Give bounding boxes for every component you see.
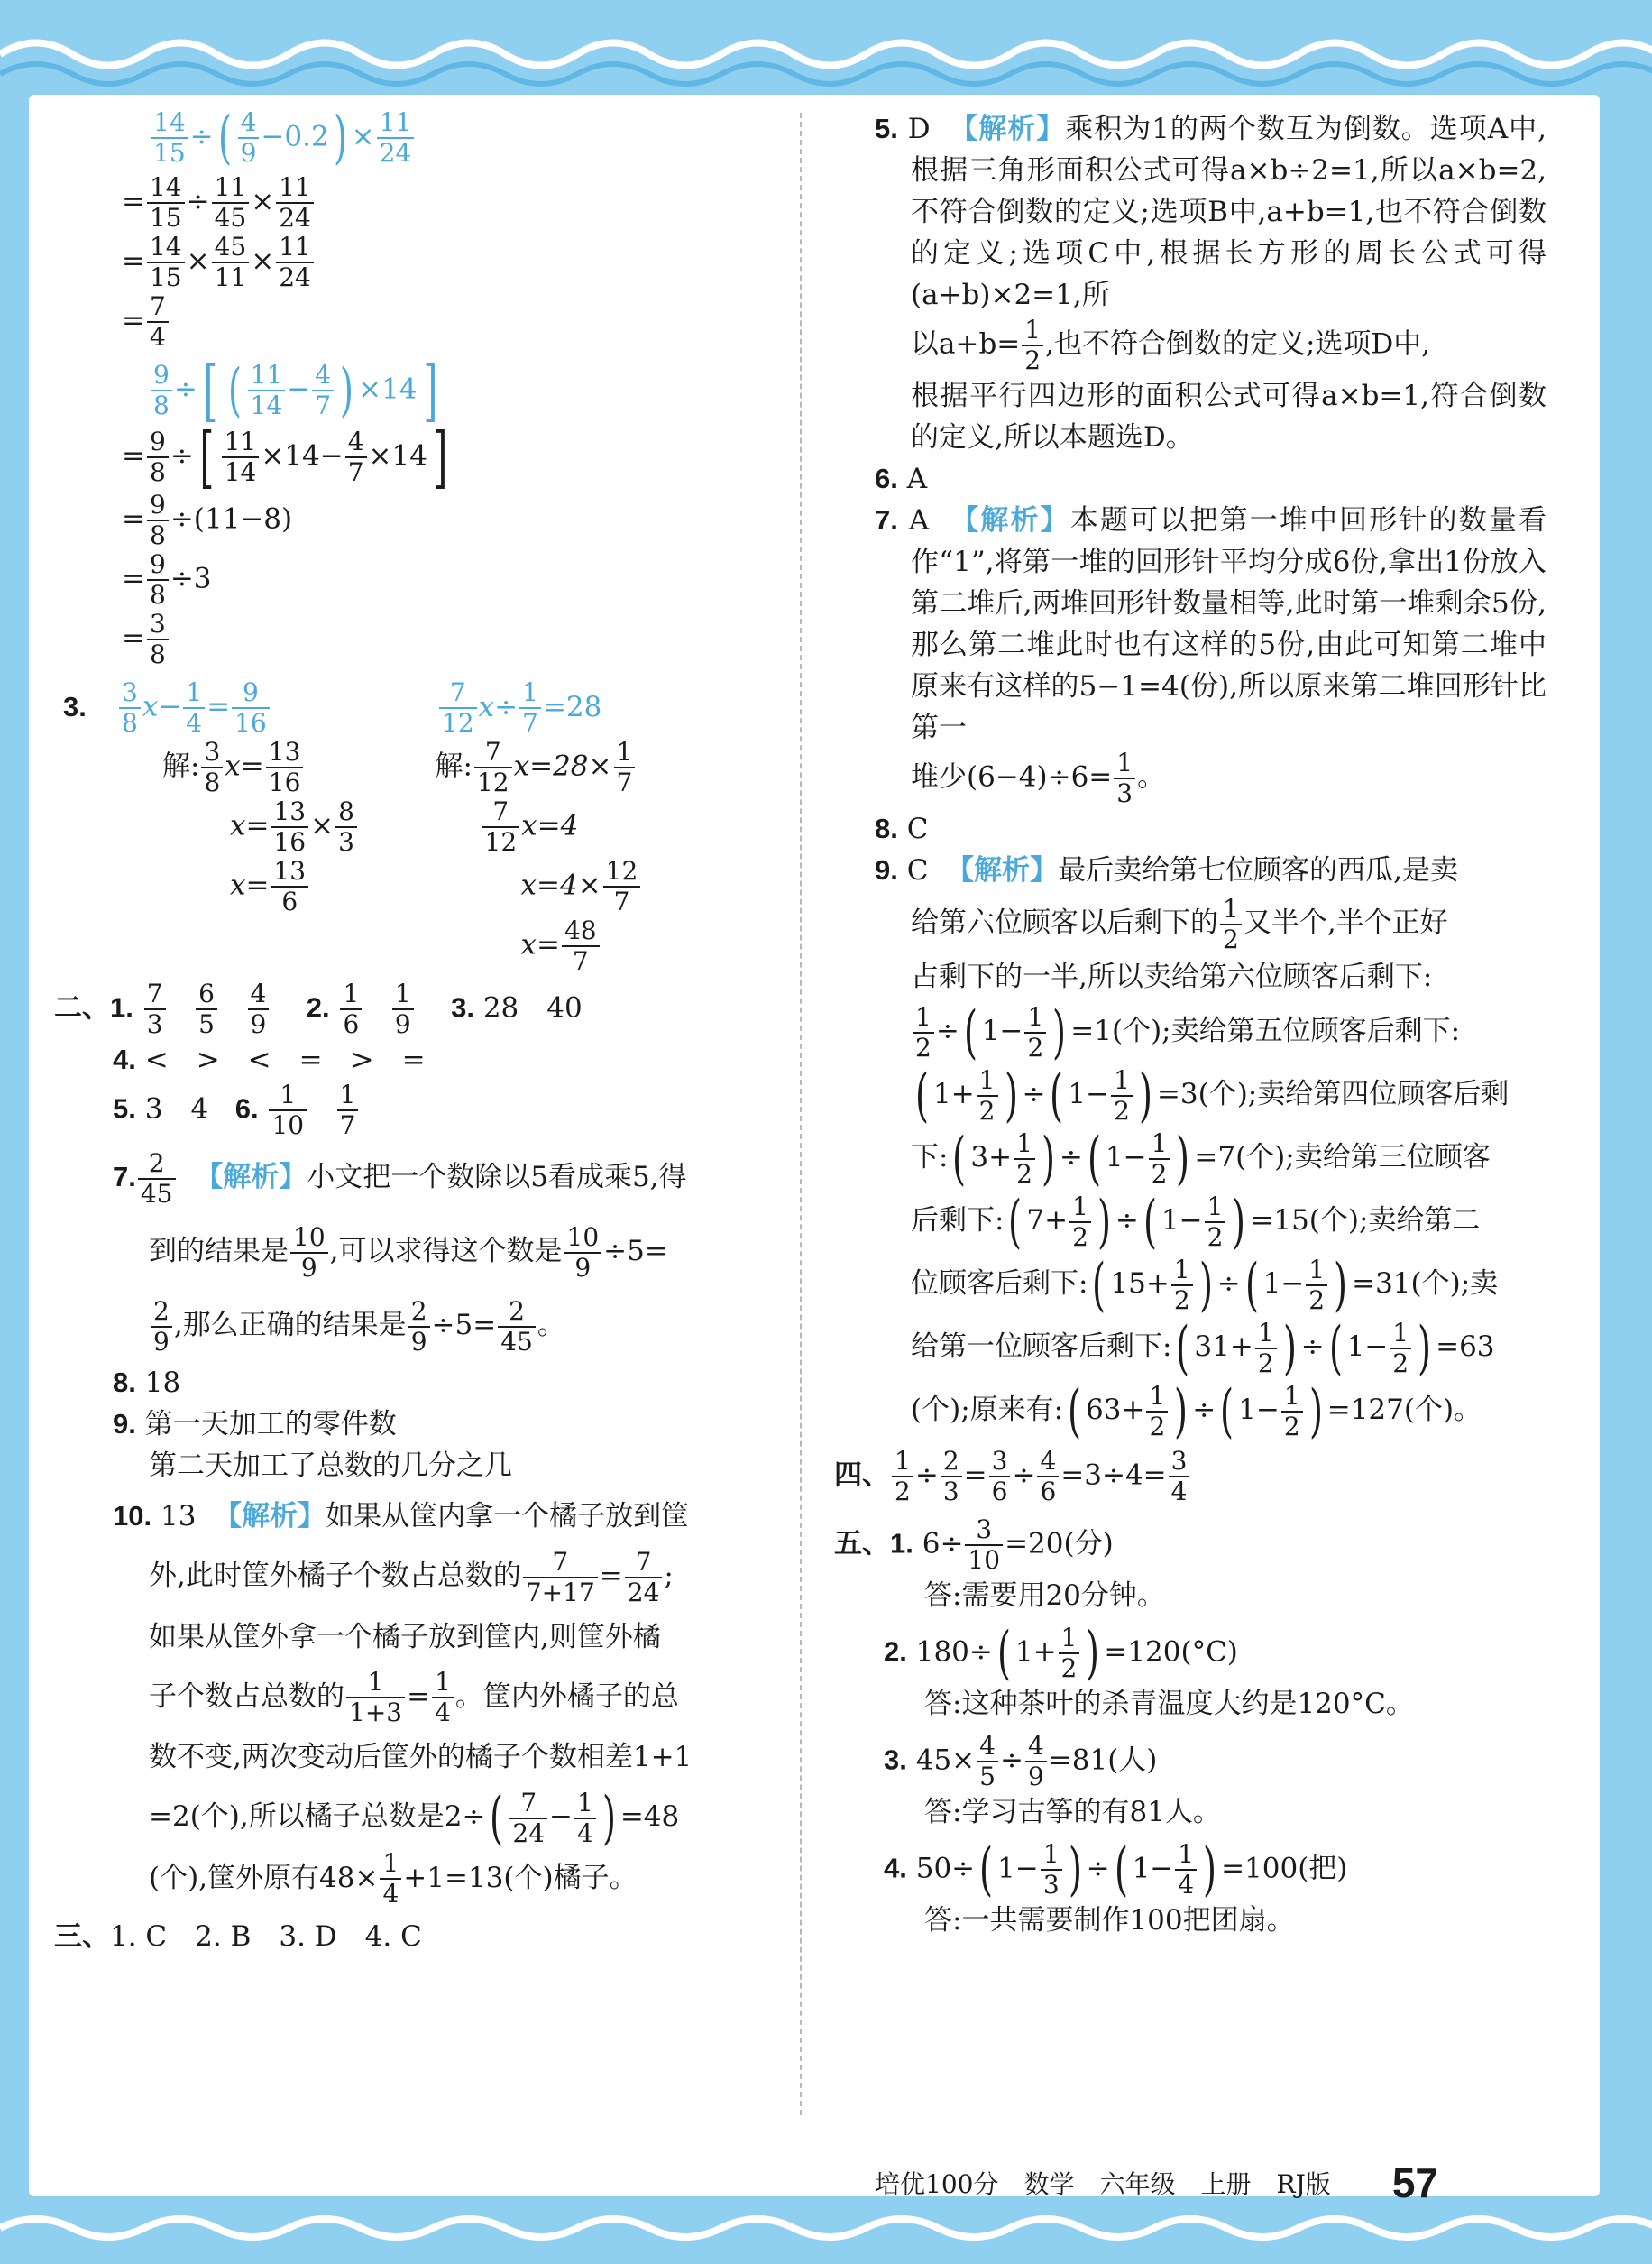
q9-line-1: 9. C 【解析】最后卖给第七位顾客的西瓜,是卖 <box>875 854 1459 887</box>
sec5-q4: 4. 50÷( 1− $\frac{1}{3}$ ) ÷( 1− $\frac{1}{4}$ ) =100(把) <box>884 1836 1348 1903</box>
sec2-row-5: 5. 3 4 6. $\frac{1}{10}$ $\frac{1}{7}$ <box>63 1081 785 1140</box>
item10-line-4: 子个数占总数的 $\frac{1}{1+3}$ = $\frac{1}{4}$ 。筐内外橘子的总 <box>149 1667 679 1727</box>
q7-block <box>875 500 1546 808</box>
sec2-item-10 <box>63 1486 785 1909</box>
calc-a-line-2: = $\frac{14}{15}$ ÷ $\frac{11}{45}$ × $\frac{11}{24}$ <box>36 173 785 233</box>
q3-solution-2 <box>436 738 785 976</box>
item10-line-7: (个),筐外原有48× $\frac{1}{4}$ +1=13(个)橘子。 <box>149 1848 638 1909</box>
q3-s2-line-2: $\frac{7}{12}$ x=4 <box>436 797 785 857</box>
page-footer <box>875 2156 1560 2210</box>
sec5-q2: 2. 180÷( 1+ $\frac{1}{2}$ ) =120(°C) <box>884 1620 1238 1687</box>
item10-line-3: 如果从筐外拿一个橘子放到筐内,则筐外橘 <box>149 1620 661 1653</box>
page-number: 57 <box>1391 2159 1438 2206</box>
sec2-row-9b: 第二天加工了总数的几分之几 <box>149 1450 512 1482</box>
sec5-q3: 3. 45× $\frac{4}{5}$ ÷ $\frac{4}{9}$ =81(人) <box>884 1731 1158 1791</box>
q5-text-end: 根据平行四边形的面积公式可得a×b=1,符合倒数的定义,所以本题选D。 <box>911 380 1546 454</box>
calc-b-line-5: = $\frac{3}{8}$ <box>63 610 785 669</box>
q9-line-3: 占剩下的一半,所以卖给第六位顾客后剩下: <box>911 961 1433 993</box>
q5-block <box>875 108 1546 458</box>
right-column <box>834 108 1546 1941</box>
q3-equations: 3. $\frac{3}{8}$ x− $\frac{1}{4}$ = $\frac{9}{16}$ $\frac{7}{12}$ x÷ $\frac{1}{7}$ =28 <box>63 677 602 738</box>
q3-solution-1 <box>162 738 458 976</box>
calc-b-line-1: $\frac{9}{8}$ ÷[ ( $\frac{11}{14}$ − $\frac{4}{7}$ ) ×14] <box>63 357 785 424</box>
top-wave-decoration <box>0 0 1652 99</box>
q7-line-frac: 堆少(6−4)÷6= $\frac{1}{3}$ 。 <box>911 748 1166 808</box>
sec2-item-7 <box>63 1140 785 1362</box>
q9-line-10: (个);原来有:( 63+ $\frac{1}{2}$ ) ÷( 1− $\frac{1}{2}$ ) =127(个)。 <box>911 1377 1482 1445</box>
q9-line-4: $\frac{1}{2}$ ÷( 1− $\frac{1}{2}$ ) =1(个);卖给第五位顾客后剩下: <box>875 999 1546 1063</box>
sec5-q1: 五、1. 6÷ $\frac{3}{10}$ =20(分) <box>834 1514 1114 1575</box>
q6-row: 6. A <box>875 463 928 495</box>
footer-grade: 六年级 <box>1099 2169 1176 2199</box>
q3-s1-line-1: 解: $\frac{3}{8}$ x= $\frac{13}{16}$ <box>162 738 458 797</box>
q9-line-5: ( 1+ $\frac{1}{2}$ ) ÷( 1− $\frac{1}{2}$ ) =3(个);卖给第四位顾客后剩 <box>914 1062 1510 1129</box>
bottom-wave-decoration <box>0 2201 1652 2264</box>
sec2-row-8: 8. 18 <box>113 1367 181 1399</box>
q3-s2-line-4: x= $\frac{48}{7}$ <box>436 916 785 976</box>
calc-b-line-3: = $\frac{9}{8}$ ÷(11−8) <box>122 490 293 550</box>
sec2-row-1: 二、1. $\frac{7}{3}$ $\frac{6}{5}$ $\frac{4}{9}$ 2. $\frac{1}{6}$ $\frac{1}{9}$ 3. 28 40 <box>54 979 583 1039</box>
q3-s1-line-2: x= $\frac{13}{16}$ × $\frac{8}{3}$ <box>162 797 458 857</box>
footer-volume: 上册 <box>1200 2169 1252 2199</box>
item10-line-5: 数不变,两次变动后筐外的橘子个数相差1+1 <box>149 1741 693 1773</box>
sec5-q3-answer: 答:学习古筝的有81人。 <box>924 1796 1221 1828</box>
sec2-row-4: 4. < > < = > = <box>113 1044 426 1076</box>
calc-b-line-4: = $\frac{9}{8}$ ÷3 <box>122 549 212 610</box>
footer-brand: 培优100分 <box>875 2169 999 2199</box>
q9-block <box>875 850 1546 1445</box>
footer-edition: RJ版 <box>1276 2169 1331 2199</box>
q9-line-6: 下:( 3+ $\frac{1}{2}$ ) ÷( 1− $\frac{1}{2}$ ) =7(个);卖给第三位顾客 <box>911 1125 1491 1192</box>
q9-line-8: 位顾客后剩下:( 15+ $\frac{1}{2}$ ) ÷( 1− $\frac{1}{2}$ ) =31(个);卖 <box>911 1251 1499 1319</box>
sec5-q1-answer: 答:需要用20分钟。 <box>924 1579 1165 1612</box>
left-column <box>54 105 785 1957</box>
item10-line-2: 外,此时筐外橘子个数占总数的 $\frac{7}{7+17}$ = $\frac{7}{24}$ ; <box>149 1546 674 1607</box>
q3-s2-line-1: 解: $\frac{7}{12}$ x=28× $\frac{1}{7}$ <box>436 738 785 797</box>
sec5-block <box>834 1515 1546 1941</box>
q8-row: 8. C <box>875 813 929 845</box>
q3-s2-line-3: x=4× $\frac{12}{7}$ <box>436 857 785 916</box>
footer-subject: 数学 <box>1023 2169 1075 2199</box>
item7-line-3: $\frac{2}{9}$ ,那么正确的结果是 $\frac{2}{9}$ ÷5= $\frac{2}{45}$ 。 <box>113 1288 785 1362</box>
q3-s1-line-3: x= $\frac{13}{6}$ <box>162 857 458 916</box>
calc-b-line-2: = $\frac{9}{8}$ ÷[ $\frac{11}{14}$ ×14− $\frac{4}{7}$ ×14] <box>122 419 448 496</box>
calc-a-line-1: $\frac{14}{15}$ ÷( $\frac{4}{9}$ −0.2) × $\frac{11}{24}$ <box>63 108 785 168</box>
item10-line-6: =2(个),所以橘子总数是2÷( $\frac{7}{24}$ − $\frac{1}{4}$ ) =48 <box>149 1784 680 1852</box>
sec2-row-9: 9. 第一天加工的零件数 <box>113 1408 397 1440</box>
q9-line-9: 给第一位顾客后剩下:( 31+ $\frac{1}{2}$ ) ÷( 1− $\frac{1}{2}$ ) =63 <box>911 1314 1495 1382</box>
sec5-q2-answer: 答:这种茶叶的杀青温度大约是120°C。 <box>924 1688 1414 1720</box>
q5-text: 5. D 【解析】乘积为1的两个数互为倒数。选项A中,根据三角形面积公式可得a×b÷2=1,所以a×b=2,不符合倒数的定义;选项B中,a+b=1,也不符合倒数的定义;选项C中,根据长方形的周长公式可得(a+b)×2=1,所 <box>875 113 1546 311</box>
q9-line-7: 后剩下:( 7+ $\frac{1}{2}$ ) ÷( 1− $\frac{1}{2}$ ) =15(个);卖给第二 <box>911 1188 1481 1256</box>
q7-text: 7. A 【解析】本题可以把第一堆中回形针的数量看作“1”,将第一堆的回形针平均分成6份,拿出1份放入第二堆后,两堆回形针数量相等,此时第一堆剩余5份,那么第二堆此时也有这样的5份,由此可知第二堆中原来有这样的5−1=4(份),所以原来第二堆回形针比第一 <box>875 504 1546 744</box>
item7-line-1: 7. $\frac{2}{45}$ 【解析】小文把一个数除以5看成乘5,得 <box>113 1147 687 1209</box>
item7-line-2: 到的结果是 $\frac{10}{9}$ ,可以求得这个数是 $\frac{10}{9}$ ÷5= <box>149 1221 668 1283</box>
calc-a-line-4: = $\frac{7}{4}$ <box>63 292 785 352</box>
column-divider <box>800 113 802 2115</box>
q9-line-2: 给第六位顾客以后剩下的 $\frac{1}{2}$ 又半个,半个正好 <box>911 893 1448 954</box>
q5-line-frac: 以a+b= $\frac{1}{2}$ ,也不符合倒数的定义;选项D中, <box>911 315 1431 375</box>
sec5-q4-answer: 答:一共需要制作100把团扇。 <box>924 1904 1295 1937</box>
sec3-row: 三、1. C 2. B 3. D 4. C <box>54 1920 422 1953</box>
item10-line-1: 10. 13 【解析】如果从筐内拿一个橘子放到筐 <box>113 1500 690 1532</box>
q3-solutions <box>63 738 785 976</box>
sec4-row: 四、 $\frac{1}{2}$ ÷ $\frac{2}{3}$ = $\frac{3}{6}$ ÷ $\frac{4}{6}$ =3÷4= $\frac{3}{4}$ <box>834 1447 1546 1506</box>
calc-a-line-3: = $\frac{14}{15}$ × $\frac{45}{11}$ × $\frac{11}{24}$ <box>63 233 785 292</box>
